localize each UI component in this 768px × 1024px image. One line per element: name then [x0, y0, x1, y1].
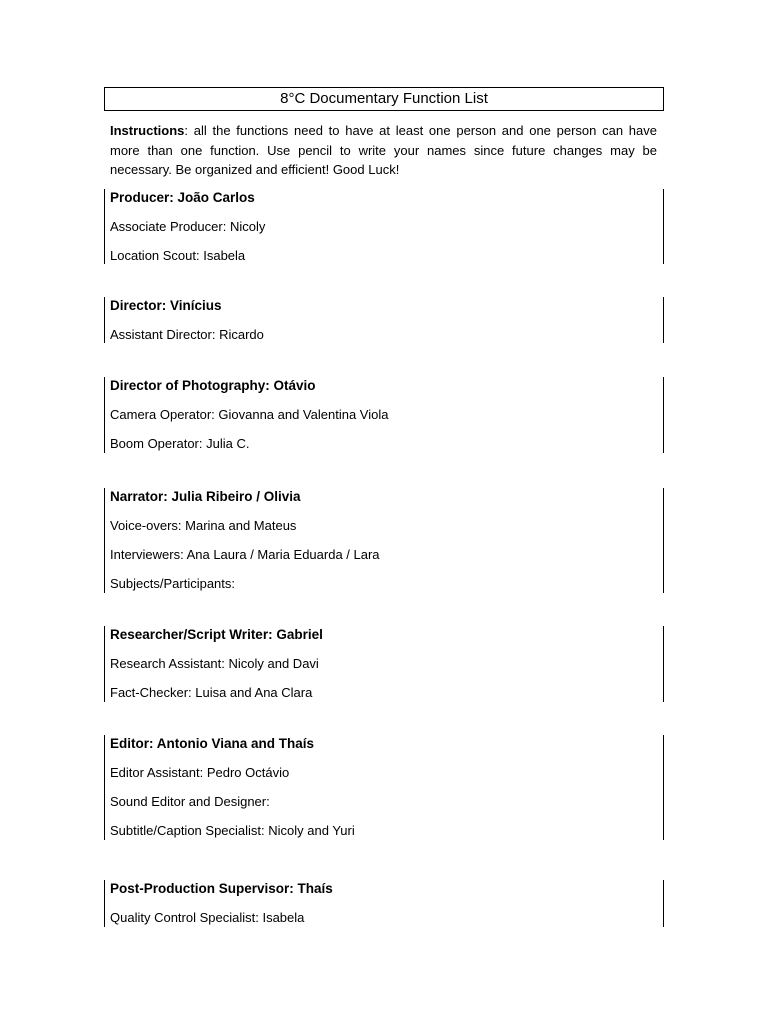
section-line: Quality Control Specialist: Isabela	[110, 910, 305, 925]
section-heading: Director of Photography: Otávio	[110, 378, 316, 393]
section-heading: Producer: João Carlos	[110, 190, 255, 205]
section-line: Voice-overs: Marina and Mateus	[110, 518, 297, 533]
function-section-researcher	[104, 626, 664, 702]
section-line: Boom Operator: Julia C.	[110, 436, 250, 451]
section-line: Interviewers: Ana Laura / Maria Eduarda / Lara	[110, 547, 380, 562]
function-section-photography	[104, 377, 664, 453]
section-line: Associate Producer: Nicoly	[110, 219, 266, 234]
section-line: Location Scout: Isabela	[110, 248, 246, 263]
section-line: Research Assistant: Nicoly and Davi	[110, 656, 319, 671]
function-section-post-production	[104, 880, 664, 927]
section-line: Assistant Director: Ricardo	[110, 327, 264, 342]
document-title: 8°C Documentary Function List	[104, 87, 664, 111]
section-line: Editor Assistant: Pedro Octávio	[110, 765, 290, 780]
section-line: Subtitle/Caption Specialist: Nicoly and Yuri	[110, 823, 355, 838]
section-heading: Director: Vinícius	[110, 298, 222, 313]
section-heading: Editor: Antonio Viana and Thaís	[110, 736, 315, 751]
function-section-editor	[104, 735, 664, 840]
section-heading: Post-Production Supervisor: Thaís	[110, 881, 333, 896]
section-line: Camera Operator: Giovanna and Valentina Viola	[110, 407, 389, 422]
section-heading: Researcher/Script Writer: Gabriel	[110, 627, 323, 642]
section-line: Sound Editor and Designer:	[110, 794, 270, 809]
instructions-paragraph	[110, 121, 657, 180]
section-heading: Narrator: Julia Ribeiro / Olivia	[110, 489, 301, 504]
section-line: Fact-Checker: Luisa and Ana Clara	[110, 685, 313, 700]
section-line: Subjects/Participants:	[110, 576, 236, 591]
function-section-narrator	[104, 488, 664, 593]
function-section-director	[104, 297, 664, 343]
function-section-producer	[104, 189, 664, 264]
instructions-label: Instructions	[110, 123, 185, 138]
instructions-text: : all the functions need to have at least one person and one person can have more than one function. Use pencil to write your names since future changes may be necessary. Be organized and efficient! Good Luck!	[110, 123, 657, 177]
